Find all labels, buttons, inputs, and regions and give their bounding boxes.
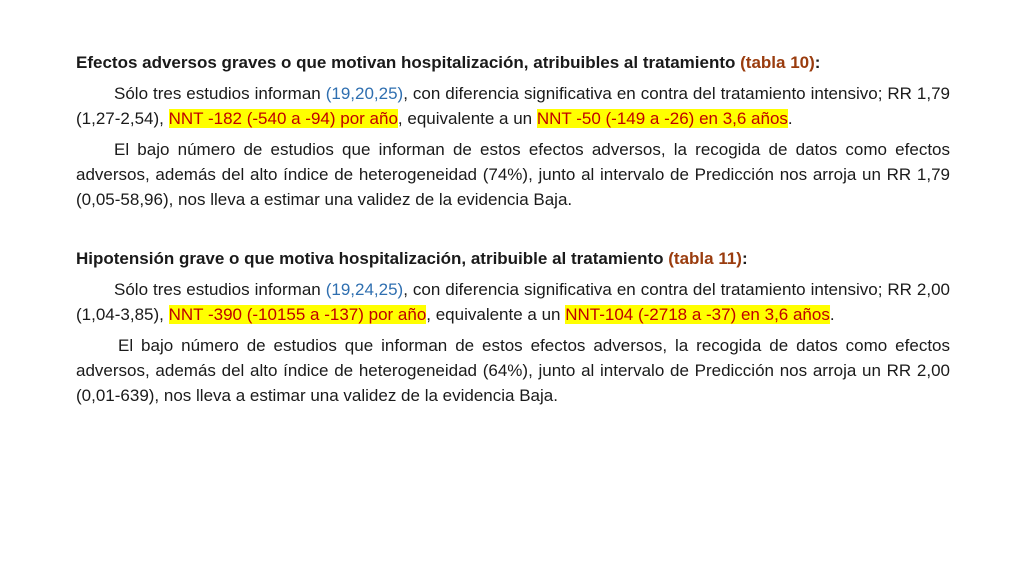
paragraph-hypotension-evidence: El bajo número de estudios que informan de estos efectos adversos, la recogida de datos como efectos adversos, además del alto índice de heterogeneidad (64%), junto al intervalo de Predicción nos arroja un RR 2,00 (0,01-639), nos lleva a estimar una validez de la evidencia Baja. (76, 336, 950, 405)
highlight-nnt-per-year: NNT -182 (-540 a -94) por año (168, 109, 398, 128)
section-gap (76, 218, 950, 246)
text-run: , equivalente a un (426, 305, 566, 324)
heading-text: Hipotensión grave o que motiva hospitalización, atribuible al tratamiento (76, 249, 669, 268)
heading-text: Efectos adversos graves o que motivan hospitalización, atribuibles al tratamiento (76, 53, 741, 72)
table-reference: (tabla 11) (668, 249, 742, 268)
text-run: . (829, 305, 835, 324)
section-heading-adverse-effects (76, 50, 950, 75)
highlight-nnt-period: NNT -50 (-149 a -26) en 3,6 años (536, 109, 788, 128)
text-run: . (787, 109, 793, 128)
text-run: Sólo tres estudios informan (114, 280, 326, 299)
text-run: , con diferencia significativa en contra del tratamiento intensivo; RR 1,79 (1,27-2,54), (76, 84, 950, 128)
document-page (76, 50, 950, 414)
heading-colon: : (814, 53, 821, 72)
citation: (19,24,25) (325, 280, 404, 299)
heading-colon: : (741, 249, 748, 268)
highlight-nnt-per-year: NNT -390 (-10155 a -137) por año (168, 305, 427, 324)
citation: (19,20,25) (325, 84, 404, 103)
text-run: , equivalente a un (397, 109, 537, 128)
section-heading-hypotension (76, 246, 950, 271)
highlight-nnt-period: NNT-104 (-2718 a -37) en 3,6 años (565, 305, 830, 324)
text-run: , con diferencia significativa en contra del tratamiento intensivo; RR 2,00 (1,04-3,85), (76, 280, 950, 324)
paragraph-adverse-evidence: El bajo número de estudios que informan de estos efectos adversos, la recogida de datos como efectos adversos, además del alto índice de heterogeneidad (74%), junto al intervalo de Predicción nos arroja un RR 1,79 (0,05-58,96), nos lleva a estimar una validez de la evidencia Baja. (76, 140, 950, 209)
text-run: Sólo tres estudios informan (114, 84, 326, 103)
paragraph-hypotension-results (76, 277, 950, 327)
paragraph-adverse-results (76, 81, 950, 131)
table-reference: (tabla 10) (740, 53, 815, 72)
